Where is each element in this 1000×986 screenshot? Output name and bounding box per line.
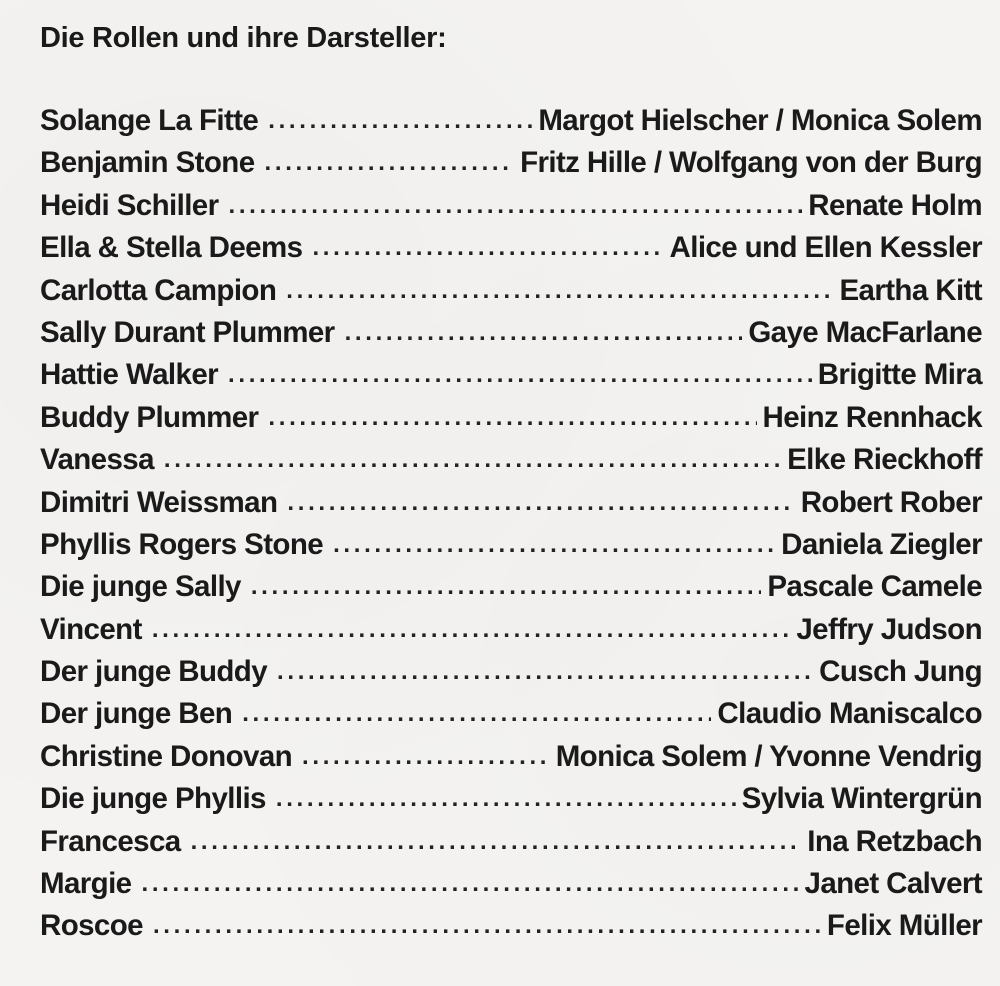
cast-row — [40, 528, 982, 570]
actor-name: Alice und Ellen Kessler — [669, 231, 982, 265]
dot-leader — [287, 489, 794, 517]
dot-leader — [153, 912, 821, 940]
role-name: Sally Durant Plummer — [40, 315, 335, 349]
actor-name: Sylvia Wintergrün — [741, 782, 982, 816]
cast-row — [40, 570, 982, 612]
dot-leader — [268, 404, 756, 432]
cast-row — [40, 104, 982, 146]
cast-row — [40, 655, 982, 697]
dot-leader — [276, 785, 736, 813]
dot-leader — [164, 446, 781, 474]
cast-row — [40, 867, 982, 909]
role-name: Francesca — [40, 824, 181, 858]
dot-leader — [312, 234, 663, 262]
cast-row — [40, 146, 982, 188]
dot-leader — [152, 616, 791, 644]
cast-row — [40, 697, 982, 739]
dot-leader — [268, 107, 532, 135]
actor-name: Gaye MacFarlane — [748, 315, 982, 349]
actor-name: Felix Müller — [826, 909, 982, 943]
actor-name: Pascale Camele — [767, 570, 982, 604]
cast-list — [40, 104, 982, 952]
role-name: Dimitri Weissman — [40, 485, 278, 519]
role-name: Der junge Ben — [40, 697, 233, 731]
dot-leader — [228, 361, 812, 389]
dot-leader — [242, 700, 711, 728]
cast-row — [40, 401, 982, 443]
dot-leader — [277, 658, 813, 686]
actor-name: Janet Calvert — [804, 867, 982, 901]
cast-row — [40, 189, 982, 231]
role-name: Der junge Buddy — [40, 655, 268, 689]
actor-name: Daniela Ziegler — [781, 527, 982, 561]
actor-name: Jeffry Judson — [796, 612, 982, 646]
actor-name: Margot Hielscher / Monica Solem — [538, 104, 982, 137]
role-name: Solange La Fitte — [40, 104, 259, 137]
dot-leader — [302, 743, 550, 771]
role-name: Hattie Walker — [40, 358, 219, 392]
role-name: Margie — [40, 867, 132, 901]
dot-leader — [345, 319, 743, 347]
cast-row — [40, 316, 982, 358]
dot-leader — [333, 531, 775, 559]
actor-name: Brigitte Mira — [817, 358, 982, 392]
actor-name: Claudio Maniscalco — [717, 697, 982, 731]
actor-name: Heinz Rennhack — [762, 400, 982, 434]
role-name: Phyllis Rogers Stone — [40, 527, 324, 561]
role-name: Benjamin Stone — [40, 146, 255, 180]
cast-row — [40, 274, 982, 316]
cast-row — [40, 825, 982, 867]
actor-name: Elke Rieckhoff — [787, 443, 982, 477]
cast-row — [40, 909, 982, 951]
dot-leader — [229, 192, 803, 220]
role-name: Die junge Sally — [40, 570, 241, 604]
role-name: Buddy Plummer — [40, 400, 259, 434]
page-title: Die Rollen und ihre Darsteller: — [40, 22, 447, 54]
role-name: Ella & Stella Deems — [40, 231, 303, 265]
dot-leader — [265, 149, 515, 177]
cast-row — [40, 486, 982, 528]
actor-name: Eartha Kitt — [839, 273, 982, 307]
dot-leader — [141, 870, 798, 898]
cast-row — [40, 613, 982, 655]
actor-name: Fritz Hille / Wolfgang von der Burg — [520, 146, 982, 180]
actor-name: Renate Holm — [808, 188, 982, 222]
actor-name: Robert Rober — [800, 485, 982, 519]
role-name: Carlotta Campion — [40, 273, 277, 307]
cast-row — [40, 358, 982, 400]
dot-leader — [191, 828, 802, 856]
role-name: Roscoe — [40, 909, 143, 943]
cast-row — [40, 443, 982, 485]
role-name: Heidi Schiller — [40, 188, 219, 222]
dot-leader — [251, 573, 762, 601]
actor-name: Monica Solem / Yvonne Vendrig — [555, 739, 982, 773]
role-name: Vanessa — [40, 443, 154, 477]
role-name: Die junge Phyllis — [40, 782, 266, 816]
cast-row — [40, 782, 982, 824]
actor-name: Cusch Jung — [819, 655, 982, 689]
dot-leader — [286, 277, 833, 305]
role-name: Christine Donovan — [40, 739, 293, 773]
cast-row — [40, 740, 982, 782]
role-name: Vincent — [40, 612, 142, 646]
cast-row — [40, 231, 982, 273]
actor-name: Ina Retzbach — [807, 824, 982, 858]
